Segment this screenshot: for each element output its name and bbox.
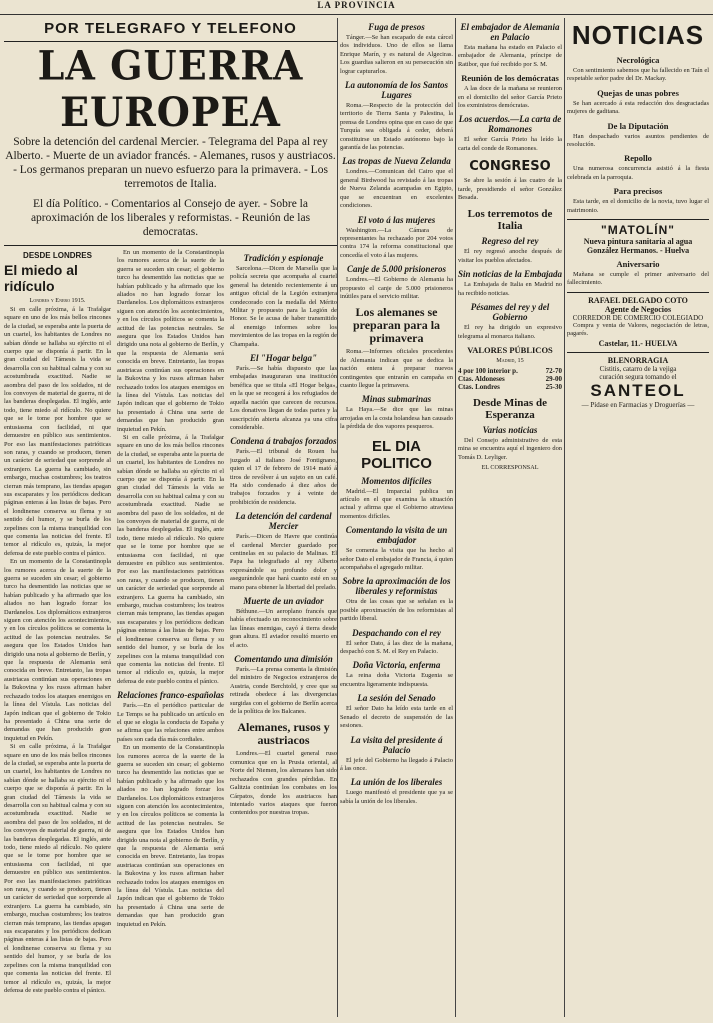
war-headline: LA GUERRA EUROPEA — [37, 41, 304, 136]
article-body: El señor Dato, á las diez de la mañana, despachó con S. M. el Rey en Palacio. — [340, 639, 453, 656]
article-body: Luego manifestó el presidente que ya se sabía la unión de los liberales. — [340, 789, 453, 805]
article-title: Regreso del rey — [481, 236, 539, 247]
dateline: Londres y Enero 1915. — [29, 297, 86, 304]
advert-delgado — [567, 292, 709, 348]
article-title: Reunión de los demócratas — [461, 73, 559, 84]
article-body: En un momento de la Constantinopla los rumores acerca de la suerte de la guerra se suceden sin cesar; el gobierno turco ha desmentido las noticias que se habían publicado y ha afirmado que los aliados no han logrado forzar los Dardanelos. Los diplomáticos extranjeros siguen con atención los acontecimientos, y en los círculos políticos se comenta la actitud de las potencias neutrales. Se asegura que los Estados Unidos han dirigido una nota al gobierno de Berlín, y que la respuesta de Alemania será conocida en breve. Entretanto, las tropas austriacas continúan sus operaciones en la Bukovina y los rusos afirman haber rechazado todos los ataques enemigos en la línea del Vístula. Las noticias del Japón indican que el gobierno de Tokio ha presentado á China una serie de demandas que han producido gran inquietud en Pekín. — [4, 558, 111, 742]
article-body: Madrid.—El Imparcial publica un artículo en el que examina la situación actual y afirma que el Gobierno atraviesa momentos difíciles. — [340, 487, 453, 520]
article-body: Béthune.—Un aeroplano francés que había efectuado un reconocimiento sobre las líneas enemigas, cayó á tierra desde gran altura. El aviador resultó muerto en el acto. — [230, 608, 337, 649]
quote-label: Ctas. Aldoneses — [458, 374, 505, 383]
article-title: El miedo al ridículo — [4, 262, 78, 294]
article-title: El "Hogar belga" — [250, 353, 317, 364]
article-body: Si en calle próxima, á la Trafalgar square en uno de los más bellos rincones de la ciudad, se esperaba ante la puerta de un cuartel, los habitantes de Londres no sabían dónde se hallaba su ejército ni el cuerpo que se disponía á partir. En la gran ciudad del Támesis la vida se desarrolla con su habitual calma y con su acostumbrada exactitud. Nadie se asombra del paso de los soldados, ni de los convoyes de material de guerra, ni de las banderas desplegadas. El inglés, ante todo, tiene miedo al ridículo. No quiere que se le tome por hombre que se entusiasma con facilidad, ni que demuestre en público sus sentimientos. Por eso las manifestaciones patrióticas son raras, y cuando se producen, tienen un carácter de seriedad que sorprende al extranjero. La guerra ha cambiado, sin embargo, muchas costumbres; los teatros cierran más temprano, las tiendas apagan sus escaparates y los periódicos dedican páginas enteras á las listas de bajas. Pero el londinense conserva su flema y su sentido del humor, y se burla de los zepelines con la misma tranquilidad con que comenta las noticias del frente. El temor al ridículo es, quizás, la mejor defensa de este pueblo contra el pánico. — [117, 433, 224, 685]
quotes-table — [458, 367, 562, 391]
article-body: Se abre la sesión á las cuatro de la tarde, presidiendo el señor González Besada. — [458, 177, 562, 202]
running-title: LA PROVINCIA — [0, 0, 713, 15]
article-title: Alemanes, rusos y austriacos — [237, 720, 330, 748]
quote-value: 25-30 — [545, 382, 562, 391]
advert-matolin — [567, 219, 709, 255]
article-body: La Haya.—Se dice que las minas arrojadas en la costa holandesa han causado la pérdida de dos vapores pesqueros. — [340, 406, 453, 431]
article-title: El voto á las mujeres — [357, 214, 436, 225]
advert-subtitle: Agente de Negocios — [604, 304, 672, 314]
column-4 — [567, 18, 709, 1017]
article-title: Tradición y espionaje — [243, 253, 324, 263]
front-section — [4, 18, 337, 1017]
section-heading: Los terremotos de Italia — [467, 208, 553, 233]
article-title: Para precisos — [613, 186, 663, 197]
article-body: Se comenta la visita que ha hecho al señor Dato el embajador de Francia, á quien acompañaba el agregado militar. — [340, 547, 453, 572]
war-deck: Sobre la detención del cardenal Mercier. - Telegrama del Papa al rey Alberto. - Muerte de un aviador francés. - Alemanes, rusos y austriacos. - Los germanos preparan un nuevo esfuerzo para la primavera. - Los terremotos de Italia. — [5, 136, 336, 190]
article-title: Minas submarinas — [361, 394, 432, 405]
article-body: El jefe del Gobierno ha llegado á Palacio á las once. — [340, 756, 453, 772]
section-heading: NOTICIAS — [571, 20, 705, 50]
section-heading: Desde Minas de Esperanza — [473, 396, 547, 421]
article-body: París.—La prensa comenta la dimisión del ministro de Negocios extranjeros de Austria, conde Berchtold, y cree que su retirada obedece á las divergencias surgidas con el gobierno de Berlín acerca de la política de los Balcanes. — [230, 666, 337, 716]
article-body: Otra de las cosas que se señalan es la posible aproximación de los reformistas al partido liberal. — [340, 598, 453, 623]
article-title: Relaciones franco-españolas — [117, 690, 224, 701]
article-body: París.—Se había dispuesto que las embajadas inauguraran una institución benéfica que se titula «El Hogar belga», en la que se recogerá á los refugiados de aquella nación que carecen de recursos. Los donativos llegan de todas partes y la suscripción abierta alcanza ya una cifra considerable. — [230, 365, 337, 431]
column-rule — [564, 18, 565, 1017]
article-title: Canje de 5.000 prisioneros — [346, 264, 446, 275]
advert-title: RAFAEL DELGADO COTO — [588, 295, 688, 305]
advert-subtitle: Cistitis, catarro de la vejiga — [599, 364, 677, 373]
advert-text: CORREDOR DE COMERCIO COLEGIADO — [572, 313, 704, 322]
article-body: Londres.—Comunican del Cairo que el general Birdwood ha revistado á las tropas de Nueva Zelanda acampadas en Egipto, que se encuentran en excelentes condiciones. — [340, 168, 453, 210]
front-subcol-1 — [4, 249, 111, 995]
column-rule — [337, 18, 338, 1017]
advert-firm: González Hermanos. - Huelva — [586, 246, 690, 256]
article-body: Roma.—Respecto de la protección del territorio de Tierra Santa y Palestina, la prensa de Londres opina que en caso de que Turquía sea obligada á ceder, deberá constituirse un Estado autónomo bajo la garantía de las potencias. — [340, 102, 453, 152]
politics-deck: El día Político. - Comentarios al Consejo de ayer. - Sobre la aproximación de los liberales y reformistas. - Reunión de las democratas. — [30, 198, 311, 238]
article-title: Las tropas de Nueva Zelanda — [342, 156, 451, 167]
advert-text: curación segura tomando el — [599, 372, 677, 381]
article-title: La autonomía de los Santos Lugares — [344, 80, 449, 101]
article-body: A las doce de la mañana se reunieron en el domicilio del señor García Prieto los exministros demócratas. — [458, 85, 562, 110]
article-title: Despachando con el rey — [352, 627, 441, 638]
front-subcol-2 — [117, 249, 224, 995]
article-body: Una numerosa concurrencia asistió á la fiesta celebrada en la parroquia. — [567, 165, 709, 181]
front-subcolumns — [4, 249, 337, 995]
article-body: Londres.—El cuartel general ruso comunica que en la Prusia oriental, al Norte del Niemen, los alemanes han sido rechazados con grandes pérdidas. En Galitzia continúan los combates en los Cárpatos, donde los austriacos han intentado varios ataques que fueron contenidos por nuestras tropas. — [230, 750, 337, 817]
article-title: Pésames del rey y del Gobierno — [470, 302, 550, 323]
article-body: Londres.—El Gobierno de Alemania ha propuesto el canje de 5.000 prisioneros inútiles para el servicio militar. — [340, 276, 453, 300]
article-title: La sesión del Senado — [357, 693, 436, 704]
advert-title: BLENORRAGIA — [607, 355, 669, 365]
article-title: Aniversario — [616, 259, 660, 270]
article-title: La visita del presidente á Palacio — [350, 734, 443, 755]
advert-title: "MATOLÍN" — [601, 223, 675, 238]
article-body: París.—El tribunal de Rouen ha juzgado al italiano José Fontignano, quien el 17 de febrero de 1914 mató á tiros de revólver á un sujeto en un café. Ha sido condenado á diez años de trabajos forzados y á veinte de prohibición de residencia. — [230, 448, 337, 506]
article-title: La detención del cardenal Mercier — [235, 511, 332, 532]
article-title: Fuga de presos — [368, 22, 425, 32]
quote-label: Ctas. Londres — [458, 382, 500, 391]
article-title: Comentando la visita de un embajador — [345, 525, 448, 546]
advert-text: — Pídase en Farmacias y Droguerías — — [581, 400, 695, 409]
quote-value: 29-00 — [545, 374, 562, 383]
article-body: Washington.—La Cámara de representantes ha rechazado por 204 votos contra 174 la reforma constitucional que concedía el voto á las mujeres. — [340, 226, 453, 259]
signature: EL CORRESPONSAL — [481, 464, 539, 472]
quote-label: 4 por 100 interior p. — [458, 366, 518, 375]
quote-row — [458, 367, 562, 375]
article-title: Los alemanes se preparan para la primavera — [352, 305, 441, 346]
article-body: El señor García Prieto ha leído la carta del conde de Romanones. — [458, 136, 562, 152]
article-body: Han despachado varios asuntos pendientes de resolución. — [567, 132, 709, 149]
quote-row — [458, 383, 562, 391]
section-label: DESDE LONDRES — [23, 251, 92, 260]
article-body: Sarcelona.—Dicen de Marsella que la policía secreta que acompaña al cuartel general ha detenido recientemente á un antiguo oficial de la Legión extranjera condecorado con la medalla del Mérito Militar y propuesto para la Legión de Honor. Se le acusa de haber transmitido al enemigo informes sobre los movimientos de las tropas en la región de Champaña. — [230, 265, 337, 348]
telegraph-heading: POR TELEGRAFO Y TELEFONO — [44, 20, 297, 37]
article-body: Del Consejo administrativo de esta mina se encuentra aquí el ingeniero don Tomás D. Leyliger. — [458, 436, 562, 461]
article-body: En un momento de la Constantinopla los rumores acerca de la suerte de la guerra se suceden sin cesar; el gobierno turco ha desmentido las noticias que se habían publicado y ha afirmado que los aliados no han logrado forzar los Dardanelos. Los diplomáticos extranjeros siguen con atención los acontecimientos, y en los círculos políticos se comenta la actitud de las potencias neutrales. Se asegura que los Estados Unidos han dirigido una nota al gobierno de Berlín, y que la respuesta de Alemania será conocida en breve. Entretanto, las tropas austriacas continúan sus operaciones en la Bukovina y los rusos afirman haber rechazado todos los ataques enemigos en la línea del Vístula. Las noticias del Japón indican que el gobierno de Tokio ha presentado á China una serie de demandas que han producido gran inquietud en Pekín. — [117, 249, 224, 433]
article-title: Doña Victoria, enferma — [352, 660, 441, 671]
front-subcol-3 — [230, 249, 337, 995]
section-heading: EL DIA POLITICO — [361, 437, 432, 472]
article-title: VALORES PÚBLICOS — [467, 344, 553, 355]
article-title: Condena á trabajos forzados — [230, 436, 337, 447]
article-body: El señor Dato ha leído esta tarde en el Senado el decreto de suspensión de las sesiones. — [340, 705, 453, 730]
divider — [4, 245, 337, 246]
article-body: Se han acercado á esta redacción dos desgraciadas mujeres de gaditana. — [567, 99, 709, 116]
article-body: Con sentimiento sabemos que ha fallecido en Taín el respetable señor padre del Dr. Mackay. — [567, 67, 709, 83]
article-body: En un momento de la Constantinopla los rumores acerca de la suerte de la guerra se suceden sin cesar; el gobierno turco ha desmentido las noticias que se habían publicado y ha afirmado que los aliados no han logrado forzar los Dardanelos. Los diplomáticos extranjeros siguen con atención los acontecimientos, y en los círculos políticos se comenta la actitud de las potencias neutrales. Se asegura que los Estados Unidos han dirigido una nota al gobierno de Berlín, y que la respuesta de Alemania será conocida en breve. Entretanto, las tropas austriacas continúan sus operaciones en la Bukovina y los rusos afirman haber rechazado todos los ataques enemigos en la línea del Vístula. Las noticias del Japón indican que el gobierno de Tokio ha presentado á China una serie de demandas que han producido gran inquietud en Pekín. — [117, 744, 224, 928]
article-body: El rey ha dirigido un expresivo telegrama al monarca italiano. — [458, 324, 562, 340]
article-body: El rey regresó anoche después de visitar los pueblos afectados. — [458, 248, 562, 264]
article-body: Esta tarde, en el domicilio de la novia, tuvo lugar el matrimonio. — [567, 198, 709, 214]
article-title: Los acuerdos.—La carta de Romanones — [458, 114, 562, 135]
column-2 — [340, 18, 453, 1017]
article-title: De la Diputación — [607, 120, 669, 131]
article-title: Necrológica — [616, 55, 660, 65]
article-body: La reina doña Victoria Eugenia se encuentra ligeramente indispuesta. — [340, 672, 453, 688]
article-body: Si en calle próxima, á la Trafalgar square en uno de los más bellos rincones de la ciudad, se esperaba ante la puerta de un cuartel, los habitantes de Londres no sabían dónde se hallaba su ejército ni el cuerpo que se disponía á partir. En la gran ciudad del Támesis la vida se desarrolla con su habitual calma y con su acostumbrada exactitud. Nadie se asombra del paso de los soldados, ni de los convoyes de material de guerra, ni de las banderas desplegadas. El inglés, ante todo, tiene miedo al ridículo. No quiere que se le tome por hombre que se entusiasma con facilidad, ni que demuestre en público sus sentimientos. Por eso las manifestaciones patrióticas son raras, y cuando se producen, tienen un carácter de seriedad que sorprende al extranjero. La guerra ha cambiado, sin embargo, muchas costumbres; los teatros cierran más temprano, las tiendas apagan sus escaparates y los periódicos dedican páginas enteras á las listas de bajas. Pero el londinense conserva su flema y su sentido del humor, y se burla de los zepelines con la misma tranquilidad con que comenta las noticias del frente. El temor al ridículo es, quizás, la mejor defensa de este pueblo contra el pánico. — [4, 743, 111, 994]
article-body: Si en calle próxima, á la Trafalgar square en uno de los más bellos rincones de la ciudad, se esperaba ante la puerta de un cuartel, los habitantes de Londres no sabían dónde se hallaba su ejército ni el cuerpo que se disponía á partir. En la gran ciudad del Támesis la vida se desarrolla con su habitual calma y con su acostumbrada exactitud. Nadie se asombra del paso de los soldados, ni de los convoyes de material de guerra, ni de las banderas desplegadas. El inglés, ante todo, tiene miedo al ridículo. No quiere que se le tome por hombre que se entusiasma con facilidad, ni que demuestre en público sus sentimientos. Por eso las manifestaciones patrióticas son raras, y cuando se producen, tienen un carácter de seriedad que sorprende al extranjero. La guerra ha cambiado, sin embargo, muchas costumbres; los teatros cierran más temprano, las tiendas apagan sus escaparates y los periódicos dedican páginas enteras á las listas de bajas. Pero el londinense conserva su flema y su sentido del humor, y se burla de los zepelines con la misma tranquilidad con que comenta las noticias del frente. El temor al ridículo es, quizás, la mejor defensa de este pueblo contra el pánico. — [4, 306, 111, 557]
quote-row — [458, 375, 562, 383]
article-title: Repollo — [624, 153, 652, 164]
article-title: Sin noticias de la Embajada — [458, 269, 562, 280]
advert-body: Compra y venta de Valores, negociación de letras, pagarés. — [567, 321, 709, 338]
article-title: Quejas de unas pobres — [597, 87, 679, 98]
article-body: Roma.—Informes oficiales procedentes de Alemania indican que se dedica la nación entera á preparar nuevos contingentes que entrarán en campaña en cuanto llegue la primavera. — [340, 348, 453, 389]
article-title: Momentos difíciles — [361, 475, 432, 486]
article-body: París.—Dicen de Havre que continúa el cardenal Mercier guardado por centinelas en su palacio de Malinas. El Papa ha telegrafiado al rey Alberto expresándole su profundo dolor y asegurándole que hará cuanto esté en su mano para obtener la libertad del prelado. — [230, 533, 337, 591]
advert-santeol — [567, 352, 709, 409]
column-3 — [458, 18, 562, 1017]
advert-brand: SANTEOL — [590, 380, 686, 400]
dateline: Madrid, 15 — [496, 356, 524, 364]
article-title: Comentando una dimisión — [234, 654, 333, 665]
column-rule — [455, 18, 456, 1017]
article-title: Varias noticias — [482, 424, 538, 435]
article-body: La Embajada de Italia en Madrid no ha recibido noticias. — [458, 281, 562, 297]
quote-value: 72-70 — [545, 366, 562, 375]
section-heading: CONGRESO — [469, 159, 551, 175]
article-title: El embajador de Alemania en Palacio — [460, 22, 560, 42]
article-body: París.—En el periódico particular de Le Temps se ha publicado un artículo en el que se elogia la conducta de España y se afirma que las relaciones entre ambos países son cada día más cordiales. — [117, 702, 224, 743]
article-body: Mañana se cumple el primer aniversario del fallecimiento. — [567, 271, 709, 287]
article-body: Esta mañana ha estado en Palacio el embajador de Alemania, príncipe de Ratibor, que fué recibido por S. M. — [458, 44, 562, 68]
article-title: Muerte de un aviador — [243, 596, 324, 606]
advert-subtitle: Nueva pintura sanitaria al agua — [583, 237, 693, 247]
article-title: Sobre la aproximación de los liberales y reformistas — [342, 576, 451, 597]
advert-address: Castelar, 11.- HUELVA — [598, 338, 678, 348]
article-title: La unión de los liberales — [350, 777, 443, 788]
article-body: Tánger.—Se han escapado de esta cárcel dos individuos. Uno de ellos se llama Enrique Marín, y es natural de Algeciras. Los guardias salieron en su persecución sin lograr capturarlos. — [340, 34, 453, 75]
